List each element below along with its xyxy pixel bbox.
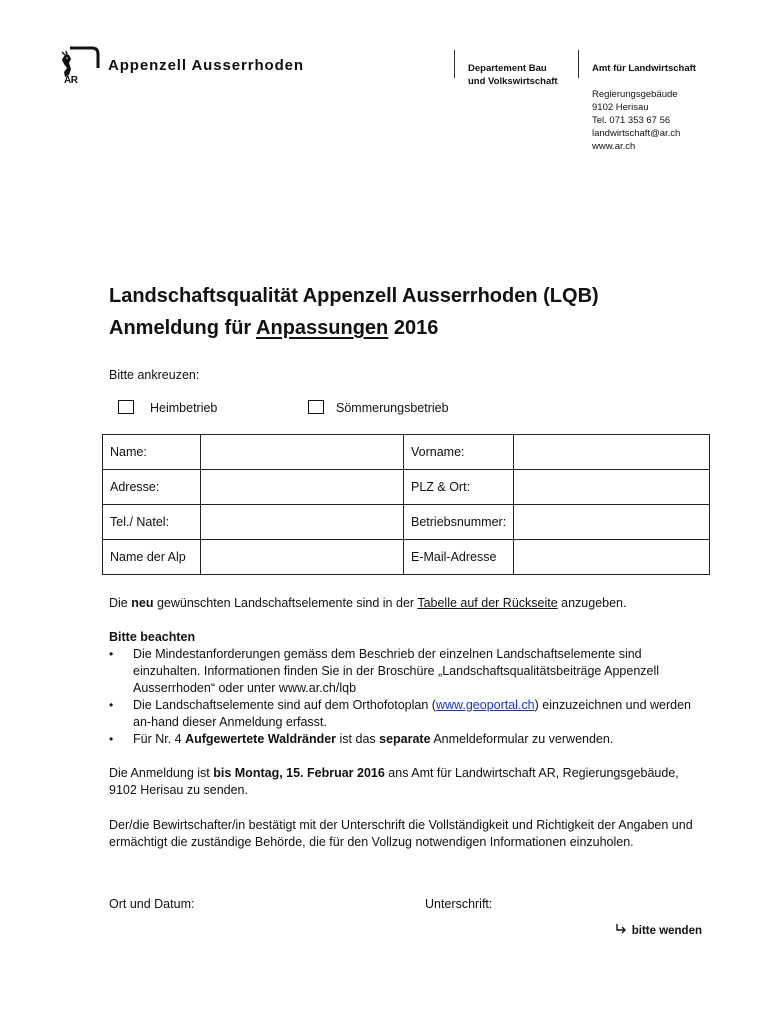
deadline-date: bis Montag, 15. Februar 2016 (213, 766, 385, 780)
field-plz-ort[interactable] (514, 470, 710, 505)
info-text-a: Die (109, 596, 132, 610)
field-tel[interactable] (201, 505, 404, 540)
label-adresse: Adresse: (103, 470, 201, 505)
note3-text-a: Für Nr. 4 (133, 732, 186, 746)
note2-text-a: Die Landschaftselemente sind auf dem Orthofotoplan ( (133, 698, 436, 712)
title-line-2 (109, 312, 749, 344)
turn-label: bitte wenden (631, 925, 702, 937)
table-row (103, 435, 710, 470)
note3-text-c: Anmeldeformular zu verwenden. (430, 732, 614, 746)
table-row (103, 470, 710, 505)
info-text-b: gewünschten Landschaftselemente sind in der (153, 596, 418, 610)
field-adresse[interactable] (201, 470, 404, 505)
header-divider-1 (454, 50, 455, 78)
notes-list (109, 646, 709, 748)
applicant-form-table (102, 434, 710, 575)
note3-bold-2: separate (379, 732, 431, 746)
org-name: Appenzell Ausserrhoden (108, 57, 304, 74)
department (468, 62, 578, 88)
office-address (592, 62, 762, 153)
field-vorname[interactable] (514, 435, 710, 470)
field-alp[interactable] (201, 540, 404, 575)
list-item (109, 731, 709, 748)
checkbox-prompt: Bitte ankreuzen: (109, 368, 200, 382)
field-email[interactable] (514, 540, 710, 575)
geoportal-link[interactable]: www.geoportal.ch (435, 698, 535, 712)
label-tel: Tel./ Natel: (103, 505, 201, 540)
label-alp: Name der Alp (103, 540, 201, 575)
office-web: www.ar.ch (592, 141, 636, 152)
checkbox-soemmerungsbetrieb[interactable] (308, 400, 324, 414)
info-underlined: Tabelle auf der Rückseite (417, 596, 558, 610)
office-email: landwirtschaft@ar.ch (592, 128, 681, 139)
info-bold: neu (131, 596, 154, 610)
page-title (109, 280, 749, 344)
deadline-text-b: ans Amt für Landwirtschaft AR, Regierungsgebäude, 9102 Herisau zu senden. (109, 766, 679, 797)
field-name[interactable] (201, 435, 404, 470)
table-row (103, 540, 710, 575)
label-vorname: Vorname: (404, 435, 514, 470)
label-plz-ort: PLZ & Ort: (404, 470, 514, 505)
note3-bold-1: Aufgewertete Waldränder (185, 732, 337, 746)
signature-label: Unterschrift: (425, 897, 493, 911)
turn-page-note (615, 923, 702, 937)
list-item (109, 697, 709, 731)
place-date-label: Ort und Datum: (109, 897, 195, 911)
department-line-2: und Volkswirtschaft (468, 76, 558, 87)
header-divider-2 (578, 50, 579, 78)
label-name: Name: (103, 435, 201, 470)
title-prefix: Anmeldung für (109, 317, 257, 339)
note2-text-b: ) einzuzeichnen und werden an-hand dieser Anmeldung erfasst. (133, 698, 691, 729)
office-city: 9102 Herisau (592, 102, 649, 113)
office-building: Regierungsgebäude (592, 89, 678, 100)
office-title: Amt für Landwirtschaft (592, 63, 696, 74)
title-underlined: Anpassungen (256, 317, 389, 339)
office-phone: Tel. 071 353 67 56 (592, 115, 671, 126)
department-line-1: Departement Bau (468, 63, 547, 74)
note3-text-b: ist das (336, 732, 380, 746)
title-line-1: Landschaftsqualität Appenzell Ausserrhoden (LQB) (109, 285, 599, 307)
title-suffix: 2016 (388, 317, 439, 339)
confirmation-paragraph: Der/die Bewirtschafter/in bestätigt mit der Unterschrift die Vollständigkeit und Richtigkeit der Angaben und ermächtigt die zuständige Behörde, die für den Vollzug notwendigen Informationen einzuholen. (109, 818, 693, 849)
label-betriebsnummer: Betriebsnummer: (404, 505, 514, 540)
arrow-down-right-icon (615, 923, 627, 937)
info-text-c: anzugeben. (557, 596, 627, 610)
checkbox-heimbetrieb[interactable] (118, 400, 134, 414)
notes-section (109, 629, 709, 748)
checkbox-soemmerungsbetrieb-label: Sömmerungsbetrieb (336, 401, 449, 415)
notes-heading: Bitte beachten (109, 630, 196, 644)
info-paragraph (109, 595, 719, 612)
logo-letters: AR (64, 75, 78, 86)
list-item: • Die Mindestanforderungen gemäss dem Beschrieb der einzelnen Landschaftselemente sind einzuhalten. Informationen finden Sie in der Broschüre „Landschaftsqualitätsbeiträge Appenzell Ausserrhoden“ oder unter www.ar.ch/lqb (109, 646, 709, 697)
checkbox-heimbetrieb-label: Heimbetrieb (150, 401, 218, 415)
label-email: E-Mail-Adresse (404, 540, 514, 575)
deadline-text-a: Die Anmeldung ist (109, 766, 214, 780)
deadline-paragraph (109, 765, 709, 799)
table-row (103, 505, 710, 540)
field-betriebsnummer[interactable] (514, 505, 710, 540)
